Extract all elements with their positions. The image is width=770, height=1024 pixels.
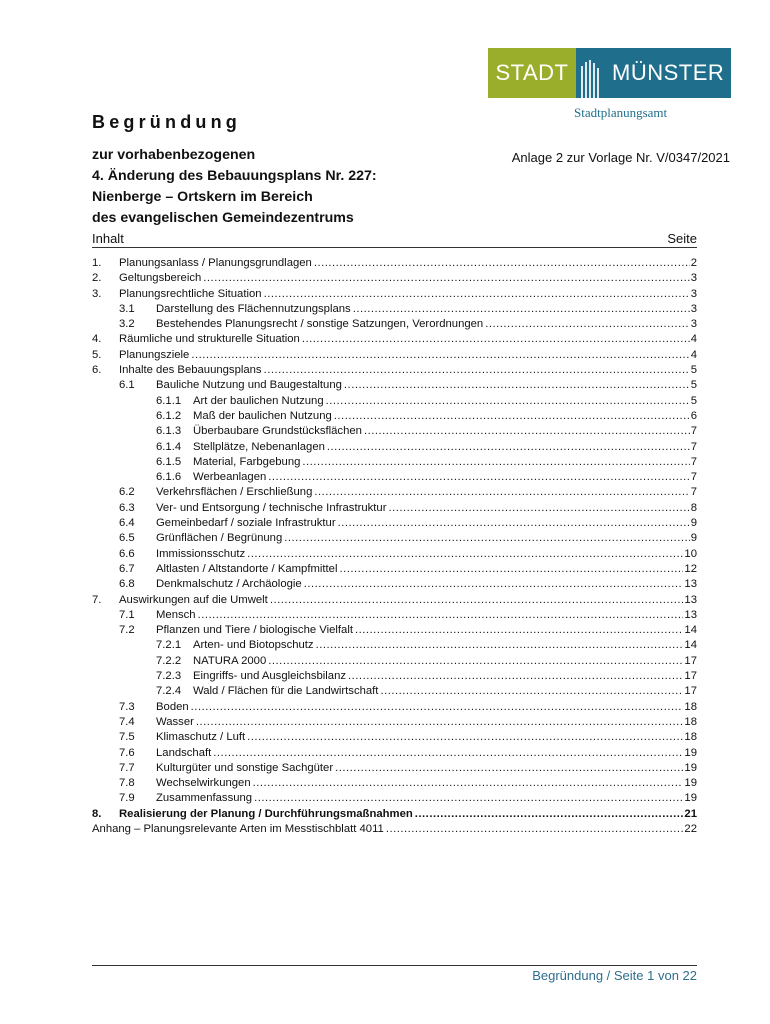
toc-dot-leader: [339, 562, 683, 577]
toc-entry[interactable]: [92, 409, 697, 424]
toc-entry-label: Grünflächen / Begrünung: [156, 532, 283, 545]
toc-entry-number: 1.: [92, 257, 102, 269]
toc-entry-page: 22: [684, 822, 697, 835]
toc-entry-label: Realisierung der Planung / Durchführungsmaßnahmen: [119, 807, 413, 820]
toc-entry-number: 5.: [92, 348, 102, 361]
toc-dot-leader: [364, 424, 690, 439]
toc-dot-leader: [335, 761, 683, 776]
toc-dot-leader: [270, 593, 684, 608]
toc-entry-page: 19: [684, 792, 697, 805]
toc-entry-line: [119, 287, 697, 302]
toc-entry-number: 6.6: [119, 547, 135, 560]
toc-entry-line: [156, 746, 697, 761]
toc-entry-label: Auswirkungen auf die Umwelt: [119, 593, 268, 606]
toc-entry-line: [156, 302, 697, 317]
toc-entry[interactable]: [92, 332, 697, 347]
toc-entry[interactable]: [92, 638, 697, 653]
toc-entry-page: 9: [690, 532, 697, 545]
toc-entry[interactable]: [92, 394, 697, 409]
subtitle-line: Nienberge – Ortskern im Bereich: [92, 189, 313, 205]
footer-divider: [92, 965, 697, 966]
toc-entry-page: 6: [690, 409, 697, 422]
toc-entry-line: [193, 424, 697, 439]
toc-entry-number: 6.1: [119, 379, 135, 392]
toc-dot-leader: [355, 623, 683, 638]
toc-header-right: Seite: [667, 231, 697, 246]
toc-entry-line: [156, 776, 697, 791]
toc-entry[interactable]: [92, 501, 697, 516]
toc-entry-line: [156, 791, 697, 806]
toc-entry-line: [156, 547, 697, 562]
toc-entry-line: [156, 577, 697, 592]
toc-entry-number: 7.2.1: [156, 639, 182, 652]
toc-entry-page: 13: [684, 578, 697, 591]
toc-entry-number: 7.8: [119, 777, 135, 790]
toc-entry-label: Kulturgüter und sonstige Sachgüter: [156, 761, 334, 774]
toc-entry-number: 7.2.2: [156, 654, 182, 667]
toc-entry-line: [119, 348, 697, 363]
toc-dot-leader: [353, 302, 690, 317]
toc-entry[interactable]: [92, 256, 697, 271]
toc-entry-number: 7.9: [119, 792, 135, 805]
toc-entry[interactable]: [92, 776, 697, 791]
toc-entry-page: 14: [684, 624, 697, 637]
toc-entry-line: [193, 440, 697, 455]
toc-entry-label: Planungsrechtliche Situation: [119, 287, 262, 300]
building-columns-icon: [576, 48, 606, 98]
toc-entry-page: 4: [690, 333, 697, 346]
toc-entry-label: Räumliche und strukturelle Situation: [119, 333, 300, 346]
toc-entry-line: [156, 730, 697, 745]
toc-entry-label: Anhang – Planungsrelevante Arten im Messtischblatt 4011: [92, 822, 384, 835]
toc-entry-line: [193, 394, 697, 409]
toc-entry-label: NATURA 2000: [193, 654, 267, 667]
toc-dot-leader: [284, 531, 689, 546]
toc-dot-leader: [191, 348, 689, 363]
toc-entry-number: 6.1.6: [156, 471, 182, 484]
toc-entry-number: 6.1.4: [156, 440, 182, 453]
toc-dot-leader: [334, 409, 690, 424]
toc-entry-page: 7: [690, 455, 697, 468]
toc-dot-leader: [388, 501, 689, 516]
toc-entry-line: [193, 669, 697, 684]
toc-entry-line: [119, 593, 697, 608]
toc-entry-number: 6.7: [119, 562, 135, 575]
toc-entry-page: 13: [684, 593, 697, 606]
toc-entry-number: 3.1: [119, 302, 135, 315]
toc-entry-label: Planungsziele: [119, 348, 190, 361]
toc-entry-number: 3.: [92, 287, 102, 300]
toc-dot-leader: [485, 317, 689, 332]
toc-dot-leader: [327, 440, 690, 455]
toc-entry-line: [193, 470, 697, 485]
toc-dot-leader: [247, 730, 683, 745]
toc-entry-page: 2: [690, 257, 697, 269]
page-footer: Begründung / Seite 1 von 22: [532, 968, 697, 983]
toc-entry[interactable]: [92, 440, 697, 455]
toc-entry-page: 19: [684, 746, 697, 759]
toc-entry-label: Verkehrsflächen / Erschließung: [156, 486, 313, 499]
toc-entry-page: 5: [690, 364, 697, 377]
toc-entry[interactable]: [92, 470, 697, 485]
toc-entry-line: [193, 638, 697, 653]
toc-entry[interactable]: [92, 577, 697, 592]
toc-entry-line: [193, 409, 697, 424]
toc-entry-number: 7.3: [119, 700, 135, 713]
toc-dot-leader: [191, 700, 684, 715]
toc-entry-page: 17: [684, 685, 697, 698]
toc-entry[interactable]: [92, 730, 697, 745]
toc-entry-page: 5: [690, 394, 697, 407]
toc-entry-page: 18: [684, 715, 697, 728]
toc-entry-page: 7: [690, 425, 697, 438]
toc-entry-line: [92, 822, 697, 837]
toc-entry[interactable]: [92, 761, 697, 776]
toc-entry-page: 3: [690, 302, 697, 315]
toc-entry[interactable]: [92, 317, 697, 332]
toc-entry-label: Bestehendes Planungsrecht / sonstige Satzungen, Verordnungen: [156, 318, 484, 331]
toc-dot-leader: [348, 669, 683, 684]
logo-stadt-text: STADT: [488, 48, 576, 98]
toc-entry-page: 3: [690, 287, 697, 300]
toc-entry-number: 6.1.5: [156, 455, 182, 468]
toc-entry[interactable]: [92, 271, 697, 286]
toc-entry-number: 3.2: [119, 318, 135, 331]
toc-entry-line: [156, 715, 697, 730]
toc-entry-label: Gemeinbedarf / soziale Infrastruktur: [156, 517, 336, 530]
toc-dot-leader: [344, 378, 690, 393]
toc-entry-page: 8: [690, 501, 697, 514]
toc-entry-label: Wechselwirkungen: [156, 777, 251, 790]
toc-entry-line: [156, 378, 697, 393]
subtitle-line: zur vorhabenbezogenen: [92, 147, 256, 163]
toc-entry-label: Wald / Flächen für die Landwirtschaft: [193, 685, 379, 698]
anlage-reference: Anlage 2 zur Vorlage Nr. V/0347/2021: [511, 150, 730, 165]
toc-entry-number: 6.4: [119, 517, 135, 530]
toc-entry-label: Arten- und Biotopschutz: [193, 639, 314, 652]
toc-dot-leader: [415, 807, 684, 822]
toc-entry-line: [156, 485, 697, 500]
toc-entry-line: [119, 807, 697, 822]
toc-entry-number: 6.1.3: [156, 425, 182, 438]
toc-entry-number: 7.2.4: [156, 685, 182, 698]
toc-entry-page: 21: [684, 807, 697, 820]
toc-entry[interactable]: [92, 348, 697, 363]
toc-entry[interactable]: [92, 424, 697, 439]
toc-entry-page: 3: [690, 272, 697, 285]
toc-entry-number: 7.6: [119, 746, 135, 759]
toc-dot-leader: [196, 715, 684, 730]
toc-dot-leader: [254, 791, 683, 806]
document-title: Begründung: [92, 112, 241, 132]
toc-entry-label: Maß der baulichen Nutzung: [193, 409, 332, 422]
toc-entry-line: [119, 256, 697, 271]
toc-entry-number: 6.: [92, 364, 102, 377]
toc-entry-number: 7.7: [119, 761, 135, 774]
toc-entry-page: 13: [684, 608, 697, 621]
toc-dot-leader: [264, 287, 690, 302]
toc-entry-page: 4: [690, 348, 697, 361]
toc-entry-number: 6.5: [119, 532, 135, 545]
toc-dot-leader: [247, 547, 683, 562]
toc-dot-leader: [316, 638, 684, 653]
toc-entry-label: Material, Farbgebung: [193, 455, 301, 468]
toc-dot-leader: [268, 470, 689, 485]
toc-entry-number: 7.5: [119, 731, 135, 744]
toc-entry[interactable]: [92, 562, 697, 577]
toc-entry-label: Altlasten / Altstandorte / Kampfmittel: [156, 562, 338, 575]
toc-entry[interactable]: [92, 593, 697, 608]
toc-entry[interactable]: [92, 516, 697, 531]
toc-entry-label: Werbeanlagen: [193, 471, 267, 484]
toc-entry-label: Denkmalschutz / Archäologie: [156, 578, 302, 591]
subtitle-line: 4. Änderung des Bebauungsplans Nr. 227:: [92, 168, 377, 184]
toc-entry-line: [156, 700, 697, 715]
toc-entry-line: [156, 761, 697, 776]
toc-entry-line: [156, 531, 697, 546]
toc-entry-line: [193, 684, 697, 699]
toc-entry-label: Geltungsbereich: [119, 272, 202, 285]
toc-dot-leader: [203, 271, 689, 286]
toc-dot-leader: [380, 684, 683, 699]
toc-entry-label: Landschaft: [156, 746, 212, 759]
toc-dot-leader: [268, 654, 683, 669]
toc-entry-number: 7.2.3: [156, 670, 182, 683]
stadt-muenster-logo: [488, 48, 731, 98]
toc-entry[interactable]: [92, 700, 697, 715]
toc-entry-page: 10: [684, 547, 697, 560]
toc-entry-label: Planungsanlass / Planungsgrundlagen: [119, 257, 312, 269]
toc-entry-label: Bauliche Nutzung und Baugestaltung: [156, 379, 342, 392]
toc-entry-page: 7: [690, 471, 697, 484]
toc-entry[interactable]: [92, 822, 697, 837]
toc-header: [92, 231, 697, 248]
toc-dot-leader: [264, 363, 690, 378]
toc-entry-page: 12: [684, 562, 697, 575]
toc-entry[interactable]: [92, 378, 697, 393]
toc-dot-leader: [253, 776, 684, 791]
toc-entry[interactable]: [92, 684, 697, 699]
toc-entry-label: Art der baulichen Nutzung: [193, 394, 324, 407]
toc-entry[interactable]: [92, 623, 697, 638]
toc-entry-line: [156, 516, 697, 531]
toc-entry-number: 7.4: [119, 715, 135, 728]
toc-entry[interactable]: [92, 807, 697, 822]
toc-entry[interactable]: [92, 455, 697, 470]
toc-entry-page: 7: [690, 486, 697, 499]
toc-entry-page: 17: [684, 654, 697, 667]
toc-entry-number: 6.8: [119, 578, 135, 591]
logo-muenster-text: MÜNSTER: [612, 60, 725, 85]
toc-dot-leader: [198, 608, 684, 623]
toc-entry-page: 17: [684, 670, 697, 683]
toc-header-left: Inhalt: [92, 231, 124, 246]
toc-entry-line: [156, 623, 697, 638]
toc-entry-number: 8.: [92, 807, 102, 820]
logo-subtitle: Stadtplanungsamt: [574, 105, 668, 120]
toc-entry-number: 6.1.2: [156, 409, 182, 422]
toc-entry-page: 9: [690, 517, 697, 530]
toc-entry-line: [156, 562, 697, 577]
toc-entry-number: 7.: [92, 593, 102, 606]
toc-entry-number: 7.2: [119, 624, 135, 637]
toc-entry-label: Immissionsschutz: [156, 547, 246, 560]
toc-entry-page: 18: [684, 700, 697, 713]
toc-dot-leader: [304, 577, 684, 592]
toc-entry-label: Überbaubare Grundstücksflächen: [193, 425, 362, 438]
toc-entry-page: 14: [684, 639, 697, 652]
toc-entry[interactable]: [92, 791, 697, 806]
toc-entry-label: Eingriffs- und Ausgleichsbilanz: [193, 670, 347, 683]
toc-entry-number: 7.1: [119, 608, 135, 621]
toc-dot-leader: [314, 256, 690, 271]
toc-entry[interactable]: [92, 608, 697, 623]
toc-entry-line: [119, 271, 697, 286]
toc-entry-line: [119, 363, 697, 378]
toc-entry-page: 7: [690, 440, 697, 453]
toc-entry-page: 18: [684, 731, 697, 744]
toc-entry-number: 4.: [92, 333, 102, 346]
toc-entry-label: Inhalte des Bebauungsplans: [119, 364, 262, 377]
toc-entry-number: 2.: [92, 272, 102, 285]
logo-muenster-block: [576, 48, 731, 98]
toc-entry-number: 6.1.1: [156, 394, 182, 407]
toc-entry-label: Boden: [156, 700, 189, 713]
toc-dot-leader: [338, 516, 690, 531]
toc-entry[interactable]: [92, 715, 697, 730]
toc-entry[interactable]: [92, 485, 697, 500]
toc-entry-page: 3: [690, 318, 697, 331]
toc-entry[interactable]: [92, 531, 697, 546]
toc-entry-line: [119, 332, 697, 347]
toc-entry-page: 5: [690, 379, 697, 392]
toc-dot-leader: [326, 394, 690, 409]
toc-entry[interactable]: [92, 669, 697, 684]
toc-entry-label: Pflanzen und Tiere / biologische Vielfalt: [156, 624, 353, 637]
toc-entry-label: Zusammenfassung: [156, 792, 253, 805]
toc-entry[interactable]: [92, 654, 697, 669]
toc-entry[interactable]: [92, 363, 697, 378]
toc-entry[interactable]: [92, 547, 697, 562]
toc-dot-leader: [386, 822, 684, 837]
toc-entry-number: 6.2: [119, 486, 135, 499]
subtitle-line: des evangelischen Gemeindezentrums: [92, 210, 354, 226]
toc-entry[interactable]: [92, 746, 697, 761]
toc-entry[interactable]: [92, 302, 697, 317]
toc-entry-label: Stellplätze, Nebenanlagen: [193, 440, 325, 453]
toc-dot-leader: [314, 485, 689, 500]
toc-entry-label: Wasser: [156, 715, 194, 728]
table-of-contents: [92, 256, 697, 837]
toc-entry-line: [156, 501, 697, 516]
toc-entry-line: [156, 317, 697, 332]
toc-entry-line: [156, 608, 697, 623]
toc-dot-leader: [213, 746, 683, 761]
toc-entry[interactable]: [92, 287, 697, 302]
toc-entry-number: 6.3: [119, 501, 135, 514]
toc-entry-page: 19: [684, 761, 697, 774]
toc-entry-label: Klimaschutz / Luft: [156, 731, 246, 744]
toc-entry-line: [193, 455, 697, 470]
toc-entry-label: Darstellung des Flächennutzungsplans: [156, 302, 351, 315]
toc-entry-line: [193, 654, 697, 669]
toc-dot-leader: [302, 332, 690, 347]
toc-entry-label: Mensch: [156, 608, 196, 621]
toc-entry-label: Ver- und Entsorgung / technische Infrastruktur: [156, 501, 387, 514]
document-subtitle: [92, 145, 377, 229]
toc-entry-page: 19: [684, 777, 697, 790]
toc-dot-leader: [302, 455, 689, 470]
